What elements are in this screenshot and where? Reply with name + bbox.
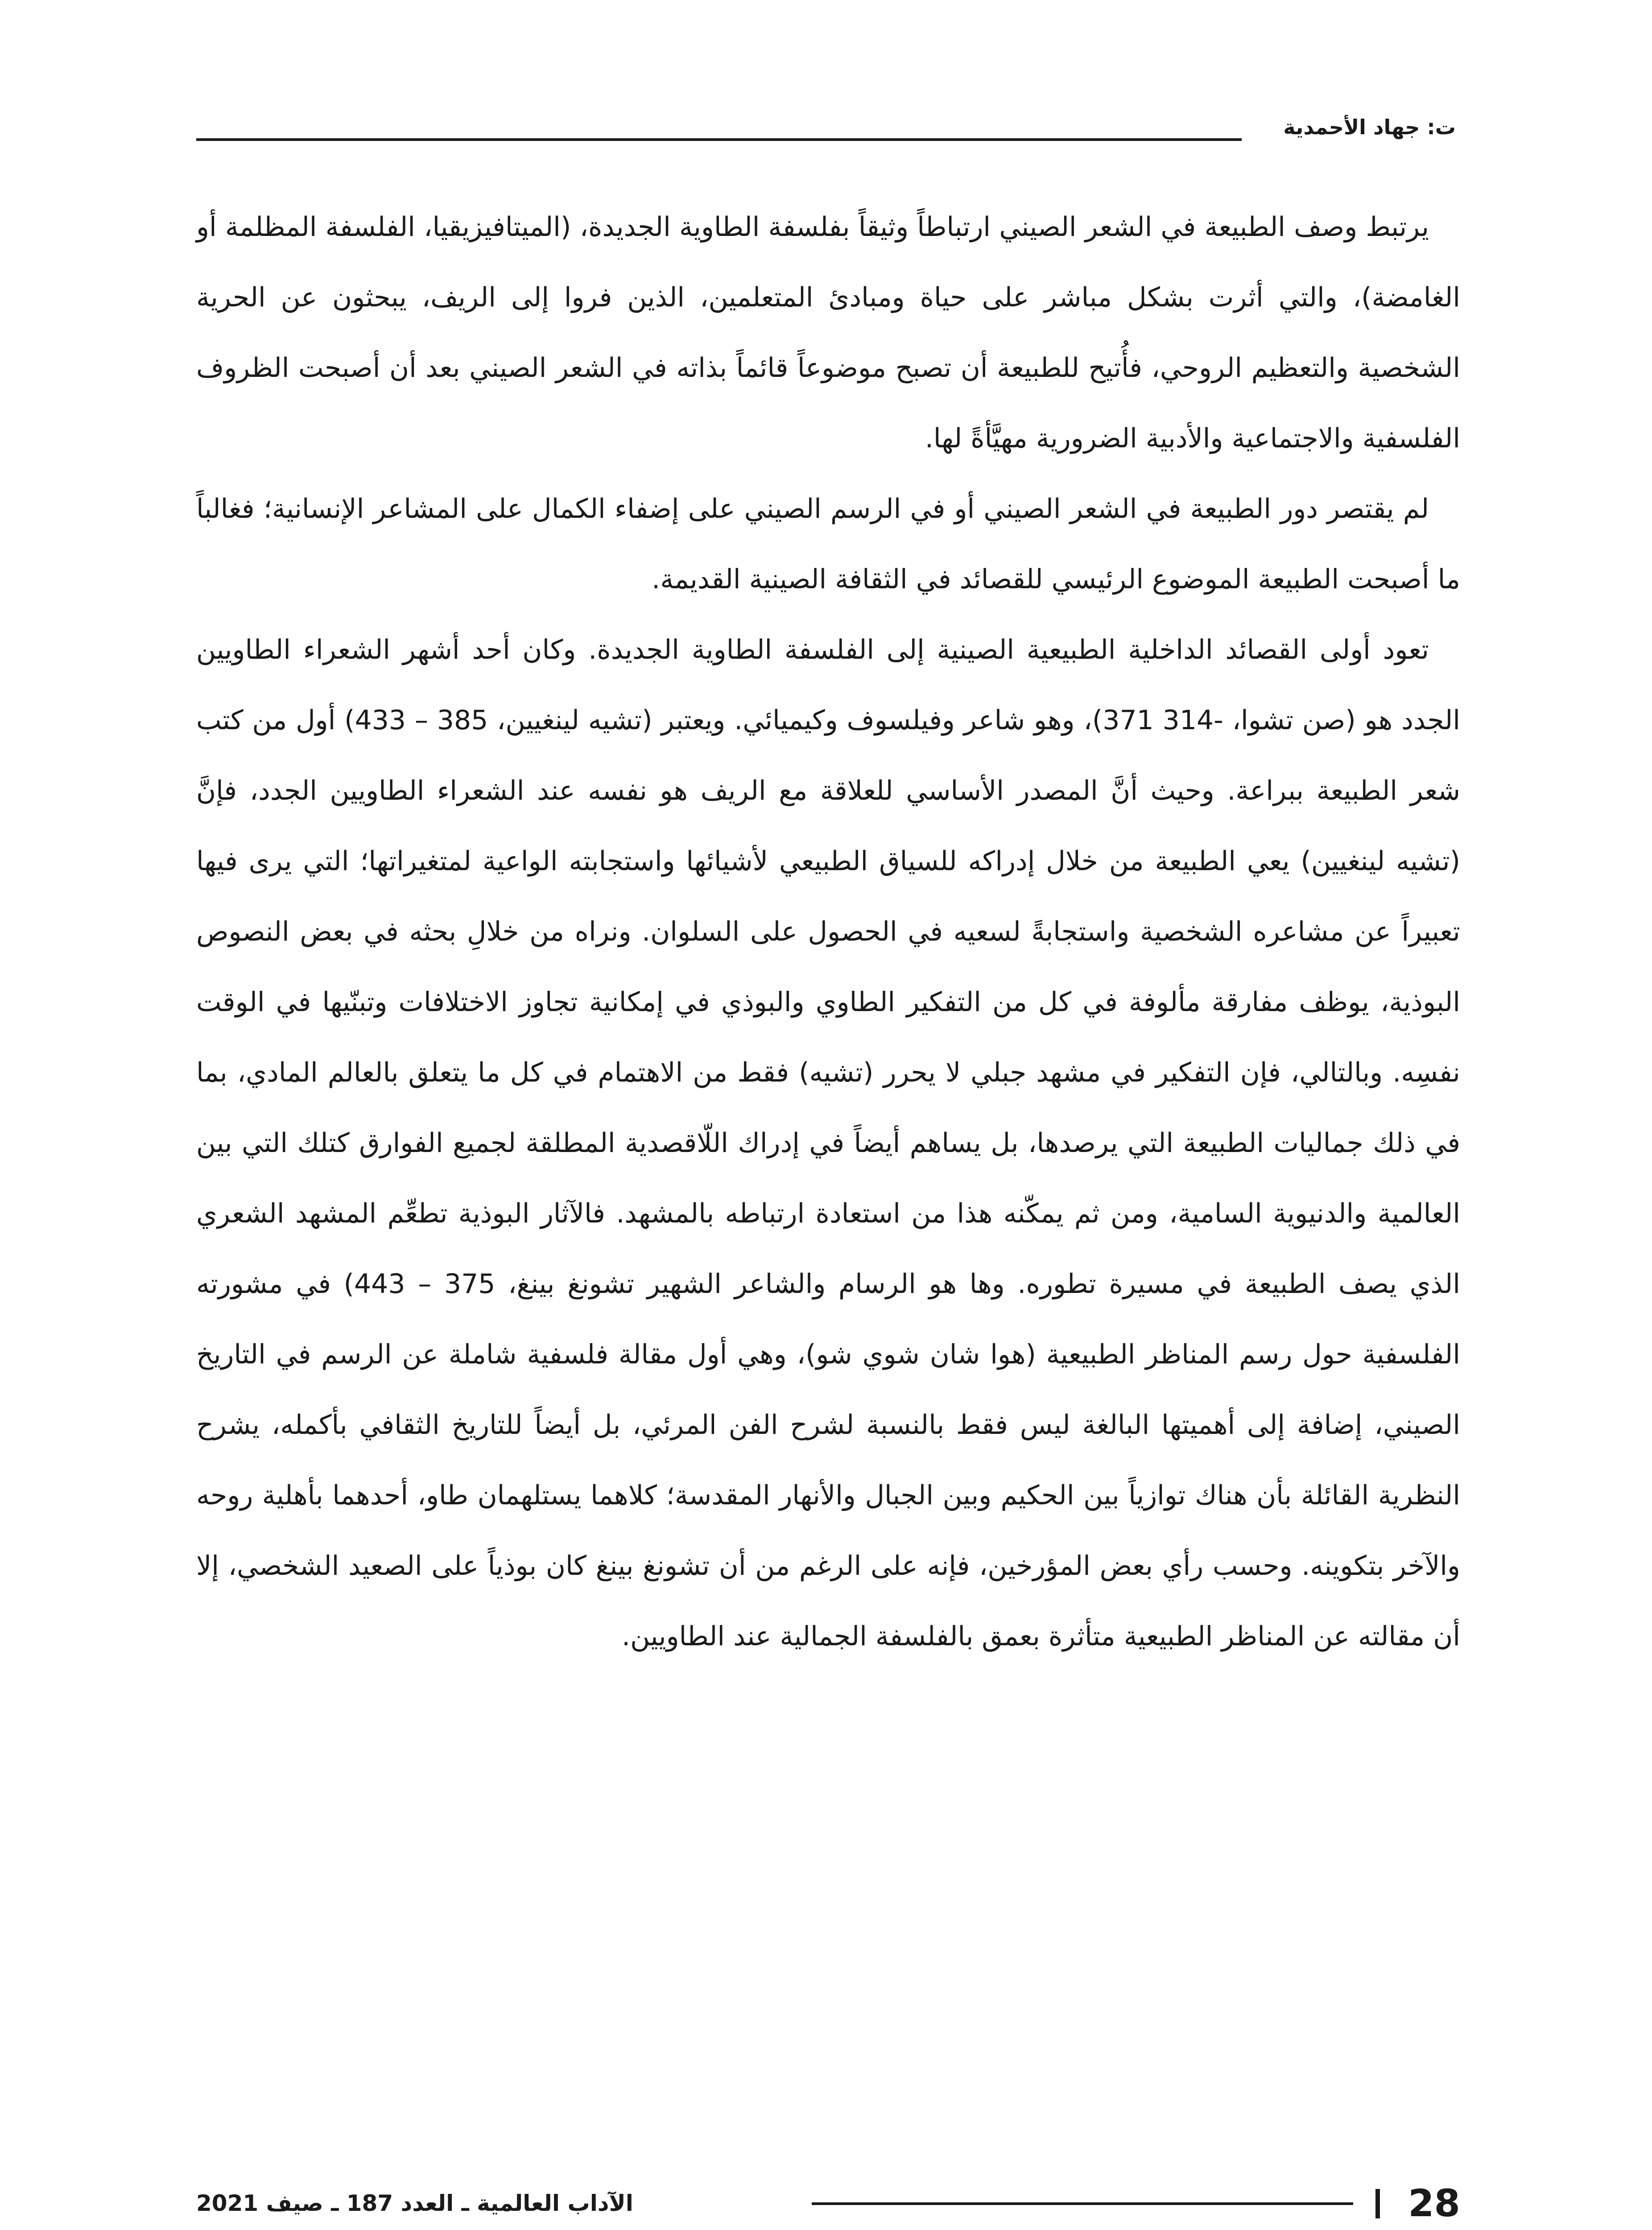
paragraph: لم يقتصر دور الطبيعة في الشعر الصيني أو في الرسم الصيني على إضفاء الكمال على المشاعر الإنسانية؛ فغالباً ما أصبحت الطبيعة الموضوع الرئيسي للقصائد في الثقافة الصينية القديمة. — [196, 493, 1460, 595]
article-body — [196, 192, 1460, 1672]
page-footer — [196, 2176, 1460, 2230]
journal-issue: الآداب العالمية ـ العدد 187 ـ صيف 2021 — [196, 2190, 633, 2216]
running-header — [196, 112, 1456, 147]
article-translator: ت: جهاد الأحمدية — [1283, 115, 1456, 139]
paragraph: يرتبط وصف الطبيعة في الشعر الصيني ارتباطاً وثيقاً بفلسفة الطاوية الجديدة، (الميتافيزيقيا، الفلسفة المظلمة أو الغامضة)، والتي أثرت بشكل مباشر على حياة ومبادئ المتعلمين، الذين فروا إلى الريف، يبحثون عن الحرية الشخصية والتعظيم الروحي، فأُتيح للطبيعة أن تصبح موضوعاً قائماً بذاته في الشعر الصيني بعد أن أصبحت الظروف الفلسفية والاجتماعية والأدبية الضرورية مهيَّأةً لها. — [196, 211, 1460, 454]
page-number: 28 — [1408, 2181, 1460, 2225]
paragraph: تعود أولى القصائد الداخلية الطبيعية الصينية إلى الفلسفة الطاوية الجديدة. وكان أحد أشهر الشعراء الطاويين الجدد هو (صن تشوا، -314 371)، وهو شاعر وفيلسوف وكيميائي. ويعتبر (تشيه لينغيين، 385 – 433) أول من كتب شعر الطبيعة ببراعة. وحيث أنَّ المصدر الأساسي للعلاقة مع الريف هو نفسه عند الشعراء الطاويين الجدد، فإنَّ (تشيه لينغيين) يعي الطبيعة من خلال إدراكه للسياق الطبيعي لأشيائها واستجابته الواعية لمتغيراتها؛ التي يرى فيها تعبيراً عن مشاعره الشخصية واستجابةً لسعيه في الحصول على السلوان. ونراه من خلالِ بحثه في بعض النصوص البوذية، يوظف مفارقة مألوفة في كل من التفكير الطاوي والبوذي في إمكانية تجاوز الاختلافات وتبنّيها في الوقت نفسِه. وبالتالي، فإن التفكير في مشهد جبلي لا يحرر (تشيه) فقط من الاهتمام في كل ما يتعلق بالعالم المادي، بما في ذلك جماليات الطبيعة التي يرصدها، بل يساهم أيضاً في إدراك اللّاقصدية المطلقة لجميع الفوارق كتلك التي بين العالمية والدنيوية السامية، ومن ثم يمكّنه هذا من استعادة ارتباطه بالمشهد. فالآثار البوذية تطعِّم المشهد الشعري الذي يصف الطبيعة في مسيرة تطوره. وها هو الرسام والشاعر الشهير تشونغ بينغ، 375 – 443) في مشورته الفلسفية حول رسم المناظر الطبيعية (هوا شان شوي شو)، وهي أول مقالة فلسفية شاملة عن الرسم في التاريخ الصيني، إضافة إلى أهميتها البالغة ليس فقط بالنسبة لشرح الفن المرئي، بل أيضاً للتاريخ الثقافي بأكمله، يشرح النظرية القائلة بأن هناك توازياً بين الحكيم وبين الجبال والأنهار المقدسة؛ كلاهما يستلهمان طاو، أحدهما بأهلية روحه والآخر بتكوينه. وحسب رأي بعض المؤرخين، فإنه على الرغم من أن تشونغ بينغ كان بوذياً على الصعيد الشخصي، إلا أن مقالته عن المناظر الطبيعية متأثرة بعمق بالفلسفة الجمالية عند الطاويين. — [196, 634, 1460, 1652]
header-rule — [196, 138, 1242, 141]
footer-separator — [1375, 2189, 1380, 2218]
footer-rule — [812, 2202, 1353, 2205]
